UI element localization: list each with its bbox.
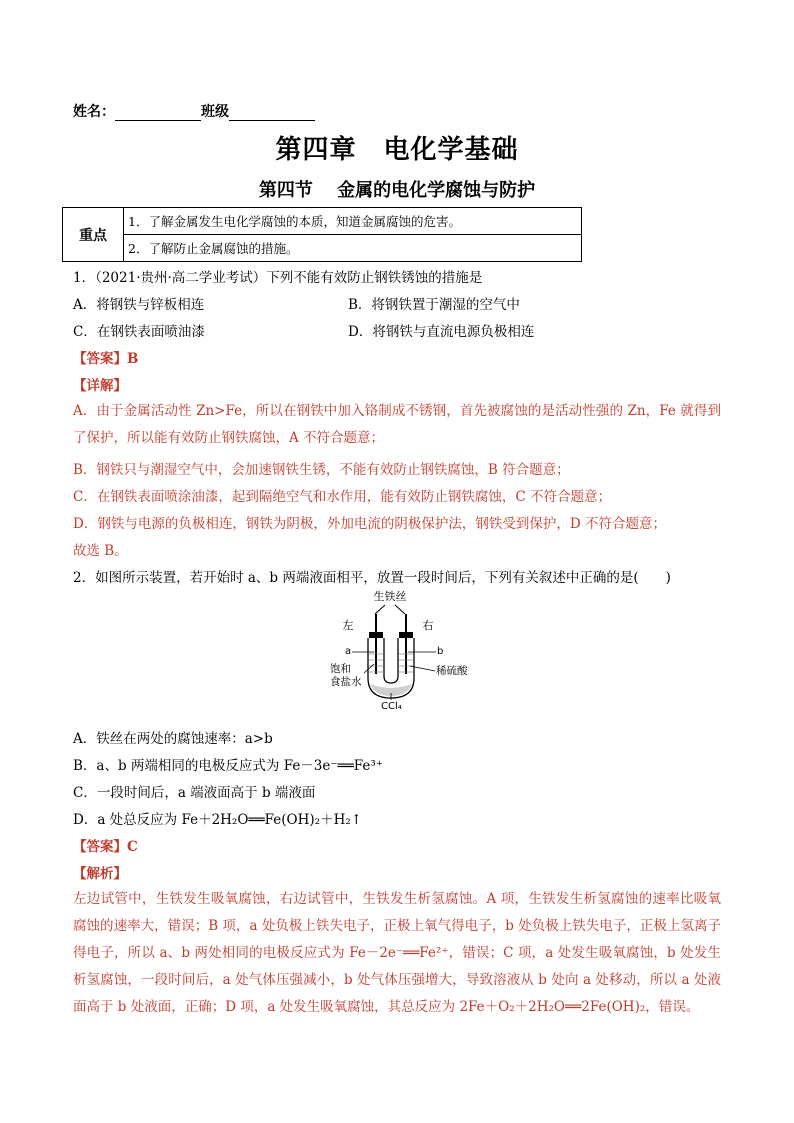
q2-option-a: A．铁丝在两处的腐蚀速率：a>b — [73, 731, 273, 747]
q1-option-c: C．在钢铁表面喷油漆 — [73, 324, 205, 340]
key-points-table — [62, 207, 582, 262]
q2-option-b: B．a、b 两端相同的电极反应式为 Fe－3e⁻══Fe³⁺ — [73, 758, 383, 774]
figure-label-saline-2: 食盐水 — [330, 676, 362, 688]
q1-option-a: A．将钢铁与锌板相连 — [73, 297, 205, 313]
q2-option-c: C．一段时间后，a 端液面高于 b 端液面 — [73, 785, 316, 801]
q1-detail-label: 【详解】 — [73, 378, 127, 394]
q1-detail-c: C．在钢铁表面喷涂油漆，起到隔绝空气和水作用，能有效防止钢铁腐蚀，C 不符合题意； — [73, 489, 611, 505]
figure-label-acid: 稀硫酸 — [436, 665, 468, 677]
q1-detail-d: D．钢铁与电源的负极相连，钢铁为阴极，外加电流的阴极保护法，钢铁受到保护，D 不符合题意； — [73, 516, 666, 532]
u-tube-figure — [330, 588, 480, 713]
class-label: 班级 — [201, 104, 229, 120]
q1-detail-b: B．钢铁只与潮湿空气中，会加速钢铁生锈，不能有效防止钢铁腐蚀，B 符合题意； — [73, 462, 570, 478]
chapter-title: 第四章 电化学基础 — [275, 135, 519, 165]
key-points-label: 重点 — [63, 208, 124, 262]
q1-option-d: D．将钢铁与直流电源负极相连 — [348, 324, 535, 340]
q2-analysis-label: 【解析】 — [73, 866, 127, 882]
key-point-item: 1．了解金属发生电化学腐蚀的本质，知道金属腐蚀的危害。 — [124, 208, 582, 235]
figure-label-right: 右 — [422, 619, 434, 632]
figure-label-top: 生铁丝 — [373, 590, 407, 603]
q2-option-d: D．a 处总反应为 Fe＋2H₂O══Fe(OH)₂＋H₂↑ — [73, 812, 363, 828]
q1-stem: 1．（2021·贵州·高二学业考试）下列不能有效防止钢铁锈蚀的措施是 — [73, 270, 483, 286]
q1-detail-a: A．由于金属活动性 Zn>Fe，所以在钢铁中加入铬制成不锈钢，首先被腐蚀的是活动性强的 Zn，Fe 就得到了保护，所以能有效防止钢铁腐蚀，A 不符合题意； — [73, 403, 721, 446]
section-title: 第四节 金属的电化学腐蚀与防护 — [258, 180, 536, 201]
name-class-line — [73, 101, 315, 121]
q2-stem: 2．如图所示装置，若开始时 a、b 两端液面相平，放置一段时间后，下列有关叙述中正确的是( ) — [73, 570, 671, 586]
figure-label-b: b — [437, 646, 444, 657]
key-point-item: 2．了解防止金属腐蚀的措施。 — [124, 235, 582, 262]
figure-label-a: a — [345, 646, 352, 657]
figure-label-ccl4: CCl₄ — [381, 701, 402, 712]
figure-label-left: 左 — [342, 619, 354, 632]
figure-label-saline-1: 饱和 — [330, 663, 351, 675]
name-blank[interactable] — [115, 106, 201, 121]
q2-answer: 【答案】C — [73, 839, 138, 855]
q1-answer: 【答案】B — [73, 351, 139, 367]
q1-conclusion: 故选 B。 — [73, 543, 128, 559]
q1-option-b: B．将钢铁置于潮湿的空气中 — [348, 297, 520, 313]
q2-analysis: 左边试管中，生铁发生吸氧腐蚀，右边试管中，生铁发生析氢腐蚀。A 项，生铁发生析氢腐蚀的速率比吸氧腐蚀的速率大，错误；B 项，a 处负极上铁失电子，正极上氧气得电子，b 处负极上铁失电子，正极上氢离子得电子，所以 a、b 两处相同的电极反应式为 Fe－2e⁻══Fe²⁺，错误；C 项，a 处发生吸氧腐蚀，b 处发生析氢腐蚀，一段时间后，a 处气体压强减小，b 处气体压强增大，导致溶液从 b 处向 a 处移动，所以 a 处液面高于 b 处液面，正确；D 项，a 处发生吸氧腐蚀，其总反应为 2Fe＋O₂＋2H₂O══2Fe(OH)₂，错误。 — [73, 891, 721, 1015]
name-label: 姓名： — [73, 104, 115, 120]
class-blank[interactable] — [229, 106, 315, 121]
